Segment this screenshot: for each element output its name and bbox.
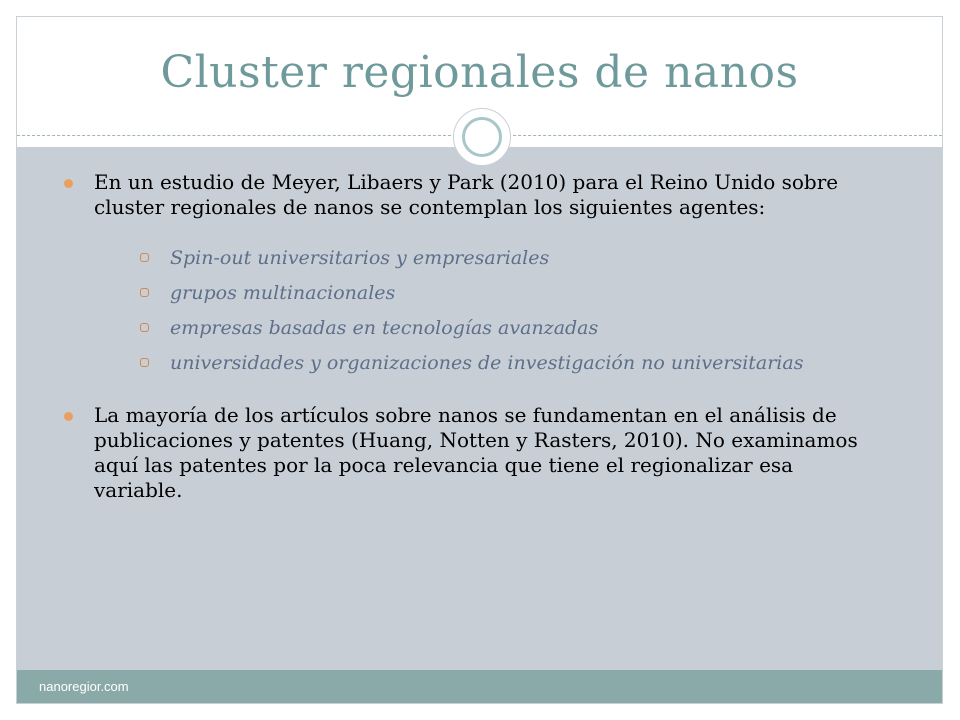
slide-title: Cluster regionales de nanos — [160, 47, 799, 98]
slide-content — [62, 170, 862, 503]
bullet-dot-icon — [64, 179, 73, 188]
bullet-text: La mayoría de los artículos sobre nanos se fundamentan en el análisis de publicaciones y patentes (Huang, Notten y Rasters, 2010). No examinamos aquí las patentes por la poca relevancia que tiene el regionalizar esa variable. — [94, 403, 858, 502]
sub-list-item — [152, 351, 862, 375]
footer-text: nanoregior.com — [39, 679, 129, 694]
sub-list-item — [152, 281, 862, 305]
sub-list-item — [152, 246, 862, 270]
bullet-item — [62, 170, 862, 220]
square-bullet-icon — [140, 288, 149, 297]
sub-item-text: grupos multinacionales — [170, 282, 396, 304]
sub-item-text: universidades y organizaciones de investigación no universitarias — [170, 352, 804, 374]
footer-bar — [17, 670, 942, 703]
ring-icon — [453, 108, 511, 166]
bullet-text: En un estudio de Meyer, Libaers y Park (2010) para el Reino Unido sobre cluster regionales de nanos se contemplan los siguientes agentes: — [94, 170, 839, 219]
agents-sublist — [62, 246, 862, 375]
bullet-dot-icon — [64, 412, 73, 421]
ring-inner — [462, 117, 502, 157]
bullet-item — [62, 403, 862, 503]
square-bullet-icon — [140, 323, 149, 332]
sub-list-item — [152, 316, 862, 340]
sub-item-text: empresas basadas en tecnologías avanzadas — [170, 317, 599, 339]
sub-item-text: Spin-out universitarios y empresariales — [170, 247, 550, 269]
square-bullet-icon — [140, 358, 149, 367]
square-bullet-icon — [140, 253, 149, 262]
